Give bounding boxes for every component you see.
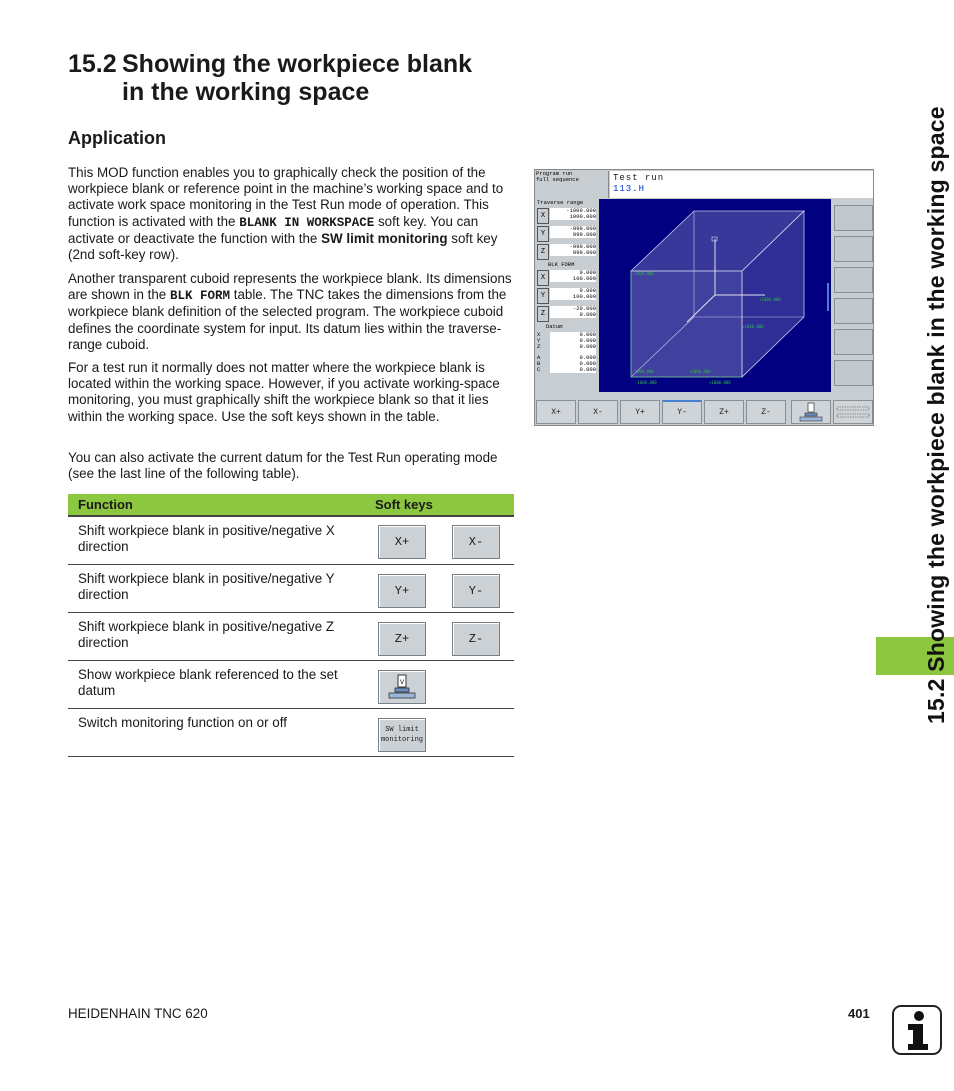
graph-label: +1000.000 — [689, 369, 711, 374]
table-row — [68, 709, 514, 757]
workspace-cuboid-graphic — [599, 199, 831, 392]
mode-line-2: full sequence — [536, 176, 579, 183]
blk-x-axis: X — [537, 270, 549, 286]
val: 0.000 — [579, 343, 596, 350]
graph-label: +1000.000 — [759, 297, 781, 302]
val: -999.000 — [569, 225, 596, 232]
val: -999.000 — [569, 243, 596, 250]
page-number: 401 — [848, 1006, 870, 1021]
val: 999.000 — [572, 249, 596, 256]
val: 100.000 — [572, 293, 596, 300]
x-minus-softkey[interactable]: X- — [452, 525, 500, 559]
row-desc: Shift workpiece blank in positive/negative X direction — [78, 523, 335, 554]
datum-icon — [798, 402, 824, 422]
blk-x-values — [550, 270, 596, 282]
val: -20.000 — [572, 305, 596, 312]
mode-label — [536, 171, 609, 198]
val: 0.000 — [579, 331, 596, 338]
col-function: Function — [78, 497, 133, 512]
side-running-head-text: 15.2 Showing the workpiece blank in the working space — [923, 106, 949, 724]
vertical-softkey[interactable] — [834, 267, 873, 293]
val: 1000.000 — [569, 213, 596, 220]
val: 100.000 — [572, 275, 596, 282]
blk-z-axis: Z — [537, 306, 549, 322]
traverse-y-axis: Y — [537, 226, 549, 242]
section-heading: Application — [68, 128, 166, 148]
mode-line-1: Program run — [536, 170, 573, 177]
info-glyph — [894, 1007, 940, 1053]
mode-title: Test run — [613, 173, 665, 183]
x-plus-softkey[interactable]: X+ — [378, 525, 426, 559]
graph-label: -1000.000 — [635, 380, 657, 385]
traverse-rows — [536, 206, 598, 262]
softkey-line-1: SW limit — [385, 726, 419, 734]
footer-manual-name: HEIDENHAIN TNC 620 — [68, 1006, 208, 1021]
val: 0.000 — [579, 287, 596, 294]
col-softkeys: Soft keys — [375, 497, 433, 512]
blk-y-values — [550, 288, 596, 300]
vertical-softkey[interactable] — [834, 236, 873, 262]
sw-limit-monitoring-term: SW limit monitoring — [321, 230, 448, 246]
paragraph-2 — [68, 271, 512, 353]
axis: X — [537, 331, 541, 338]
sw-limit-monitoring-softkey[interactable] — [378, 718, 426, 752]
blk-form-term: BLK FORM — [169, 289, 230, 304]
traverse-x-axis: X — [537, 208, 549, 224]
function-table — [68, 494, 514, 757]
info-icon — [892, 1005, 942, 1055]
vertical-softkey[interactable] — [834, 360, 873, 386]
traverse-label: Traverse range — [537, 199, 584, 206]
section-number: 15.2 — [68, 50, 117, 78]
row-desc: Shift workpiece blank in positive/negative Y direction — [78, 571, 335, 602]
traverse-z-values — [550, 244, 596, 256]
y-minus-softkey[interactable]: Y- — [452, 574, 500, 608]
graph-label: +1000.000 — [742, 324, 764, 329]
table-row — [68, 517, 514, 565]
z-plus-softkey[interactable]: Z+ — [378, 622, 426, 656]
x-minus-softkey[interactable]: X- — [578, 400, 618, 424]
svg-text:V: V — [400, 679, 405, 686]
p1-text-c: soft key. You can activate or deactivate the function with the — [68, 213, 479, 246]
row-desc: Show workpiece blank referenced to the set datum — [78, 667, 338, 698]
val: 0.000 — [579, 269, 596, 276]
val: 0.000 — [579, 366, 596, 373]
val: 0.000 — [579, 354, 596, 361]
val: -1000.000 — [566, 207, 596, 214]
z-minus-softkey[interactable]: Z- — [452, 622, 500, 656]
z-plus-softkey[interactable]: Z+ — [704, 400, 744, 424]
graphics-area — [599, 199, 831, 392]
z-minus-softkey[interactable]: Z- — [746, 400, 786, 424]
p2-text-c: table. The TNC takes the dimensions from the workpiece blank definition of the selected program. The workpiece cuboid defines the coordinate system for input. Its datum lies within the traverse-range cuboid. — [68, 287, 507, 352]
blk-rows — [536, 268, 598, 324]
y-minus-softkey[interactable]: Y- — [662, 400, 702, 424]
datum-axes — [537, 332, 547, 373]
x-plus-softkey[interactable]: X+ — [536, 400, 576, 424]
graph-label: -1000.000 — [632, 369, 654, 374]
vertical-softkey[interactable] — [834, 205, 873, 231]
p1-text-e: soft key (2nd soft-key row). — [68, 230, 498, 263]
traverse-z-axis: Z — [537, 244, 549, 260]
paragraph-1 — [68, 165, 512, 263]
row-desc: Switch monitoring function on or off — [78, 715, 287, 730]
axis: A — [537, 354, 541, 361]
y-plus-softkey[interactable]: Y+ — [378, 574, 426, 608]
datum-softkey[interactable] — [791, 400, 831, 424]
y-plus-softkey[interactable]: Y+ — [620, 400, 660, 424]
paragraph-4: You can also activate the current datum for the Test Run operating mode (see the last line of the following table). — [68, 450, 498, 482]
blk-form-label: BLK FORM — [548, 261, 575, 268]
file-name: 113.H — [613, 184, 646, 194]
val: 0.000 — [579, 311, 596, 318]
vertical-softkey[interactable] — [834, 329, 873, 355]
datum-icon — [385, 673, 419, 701]
table-row — [68, 613, 514, 661]
graph-label: +1000.000 — [709, 380, 731, 385]
val: 999.000 — [572, 231, 596, 238]
traverse-x-values — [550, 208, 596, 220]
axis: Y — [537, 337, 541, 344]
tnc-screenshot — [534, 169, 874, 426]
val: 0.000 — [579, 337, 596, 344]
datum-blank-softkey[interactable] — [378, 670, 426, 704]
title-line-1: Showing the workpiece blank — [122, 50, 473, 78]
blk-y-axis: Y — [537, 288, 549, 304]
vertical-softkey[interactable] — [834, 298, 873, 324]
page-title — [68, 50, 508, 106]
softkey-row-indicator[interactable] — [833, 400, 873, 424]
status-panel — [536, 200, 598, 388]
softkey-row-icon — [836, 405, 870, 419]
axis: Z — [537, 343, 541, 350]
val: 0.000 — [579, 360, 596, 367]
axis: C — [537, 366, 541, 373]
graph-label: -1000.000 — [632, 271, 654, 276]
mode-header — [610, 171, 873, 198]
table-header — [68, 494, 514, 517]
datum-rows — [536, 330, 598, 382]
blank-in-workspace-softkey-name: BLANK IN WORKSPACE — [239, 215, 375, 230]
traverse-y-values — [550, 226, 596, 238]
paragraph-3: For a test run it normally does not matter where the workpiece blank is located within the working space. However, if you activate working-space monitoring, you must graphically shift the workpiece blank so that it lies within the working space. Use the soft keys shown in the table. — [68, 360, 500, 424]
row-desc: Shift workpiece blank in positive/negative Z direction — [78, 619, 335, 650]
p2-text-a: Another transparent cuboid represents the workpiece blank. Its dimensions are shown in the — [68, 271, 512, 303]
title-line-2: in the working space — [122, 78, 370, 106]
datum-label: Datum — [546, 323, 563, 330]
softkey-line-2: monitoring — [380, 736, 423, 744]
table-row — [68, 661, 514, 709]
axis: B — [537, 360, 541, 367]
blk-z-values — [550, 306, 596, 318]
datum-values — [550, 332, 596, 373]
p1-text-a: This MOD function enables you to graphically check the position of the workpiece blank or reference point in the machine’s working space and to activate work space monitoring in the Test Run mode of operation. This function is activated with the — [68, 165, 504, 229]
table-row — [68, 565, 514, 613]
